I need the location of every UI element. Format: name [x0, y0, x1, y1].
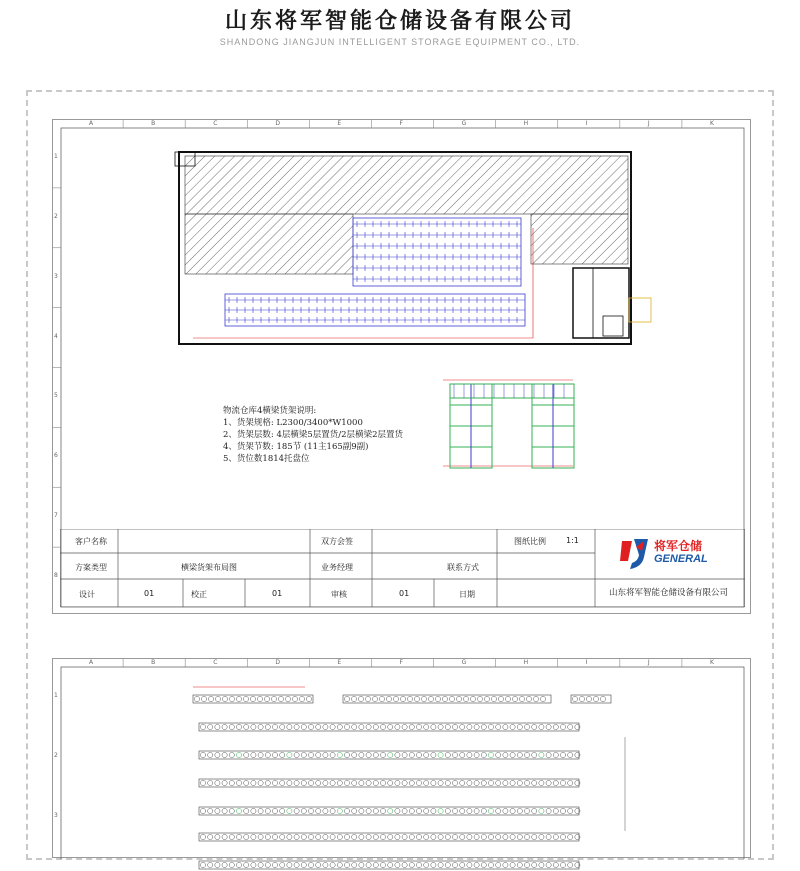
- grid-col-B: B: [151, 120, 156, 127]
- design-value: 01: [144, 589, 155, 598]
- scale-label: 图纸比例: [514, 537, 546, 546]
- rack-block-upper: [353, 218, 521, 286]
- grid-row-4: 4: [54, 332, 58, 340]
- scale-value: 1:1: [566, 536, 579, 545]
- grid-col-H: H: [523, 120, 529, 127]
- check-label: 校正: [191, 590, 207, 599]
- grid-col-A: A: [89, 659, 94, 666]
- grid-col-I: I: [585, 120, 588, 127]
- grid-col-G: G: [461, 120, 467, 127]
- grid-col-F: F: [399, 659, 403, 666]
- grid-row-2: 2: [54, 212, 58, 220]
- grid-row-8: 8: [54, 572, 58, 580]
- manager-label: 业务经理: [321, 563, 353, 572]
- design-label: 设计: [79, 590, 95, 599]
- rack-block-lower: [225, 294, 525, 326]
- plan-type-label: 方案类型: [75, 563, 107, 572]
- grid-col-I: I: [585, 659, 588, 666]
- contact-label: 联系方式: [447, 563, 479, 572]
- grid-col-E: E: [337, 120, 342, 127]
- grid-col-E: E: [337, 659, 342, 666]
- grid-col-G: G: [461, 659, 467, 666]
- drawing-sheet-2: [52, 658, 751, 858]
- grid-row-6: 6: [54, 452, 58, 460]
- rack-notes: [223, 405, 403, 465]
- review-value: 01: [399, 589, 410, 598]
- grid-col-K: K: [709, 659, 714, 666]
- drawing-sheet-1: [52, 119, 751, 614]
- grid-row-1: 1: [54, 691, 58, 699]
- notes-title: 物流仓库4横梁货架说明:: [223, 406, 317, 416]
- grid-col-F: F: [399, 120, 403, 127]
- grid-col-A: A: [89, 120, 94, 127]
- general-logo: [618, 533, 728, 573]
- date-label: 日期: [459, 590, 475, 599]
- rack-layout-plan: [185, 681, 655, 871]
- grid-col-D: D: [275, 120, 280, 127]
- plan-type-value: 横梁货架布局图: [181, 563, 237, 572]
- note-1: 1、货架规格: L2300/3400*W1000: [223, 418, 363, 428]
- grid-row-7: 7: [54, 512, 58, 520]
- page-header: [0, 0, 800, 60]
- title-block-company: 山东将军智能仓储设备有限公司: [609, 588, 729, 598]
- grid-col-J: J: [647, 659, 650, 666]
- company-name-en: SHANDONG JIANGJUN INTELLIGENT STORAGE EQUIPMENT CO., LTD.: [219, 37, 581, 47]
- grid-col-C: C: [213, 659, 218, 666]
- review-label: 审核: [331, 590, 347, 599]
- grid-col-B: B: [151, 659, 156, 666]
- grid-col-J: J: [647, 120, 650, 127]
- logo-text-cn: 将军仓储: [654, 539, 703, 553]
- company-name-cn: 山东将军智能仓储设备有限公司: [224, 9, 575, 34]
- grid-col-H: H: [523, 659, 529, 666]
- client-label: 客户名称: [75, 537, 107, 546]
- note-3: 4、货架节数: 185节 (11主165副9副): [223, 442, 369, 452]
- rack-elevation-diagram: [438, 368, 578, 478]
- grid-col-D: D: [275, 659, 280, 666]
- note-2: 2、货架层数: 4层横梁5层置货/2层横梁2层置货: [223, 430, 403, 440]
- grid-col-C: C: [213, 120, 218, 127]
- check-value: 01: [272, 589, 283, 598]
- note-4: 5、货位数1814托盘位: [223, 454, 310, 464]
- cosign-label: 双方会签: [321, 537, 353, 546]
- grid-row-1: 1: [54, 152, 58, 160]
- logo-text-en: GENERAL: [654, 553, 708, 565]
- grid-col-K: K: [709, 120, 714, 127]
- grid-row-5: 5: [54, 392, 58, 400]
- logo-mark-icon: [618, 535, 652, 571]
- grid-row-2: 2: [54, 751, 58, 759]
- warehouse-floor-plan: [173, 148, 663, 358]
- grid-row-3: 3: [54, 272, 58, 280]
- grid-row-3: 3: [54, 811, 58, 819]
